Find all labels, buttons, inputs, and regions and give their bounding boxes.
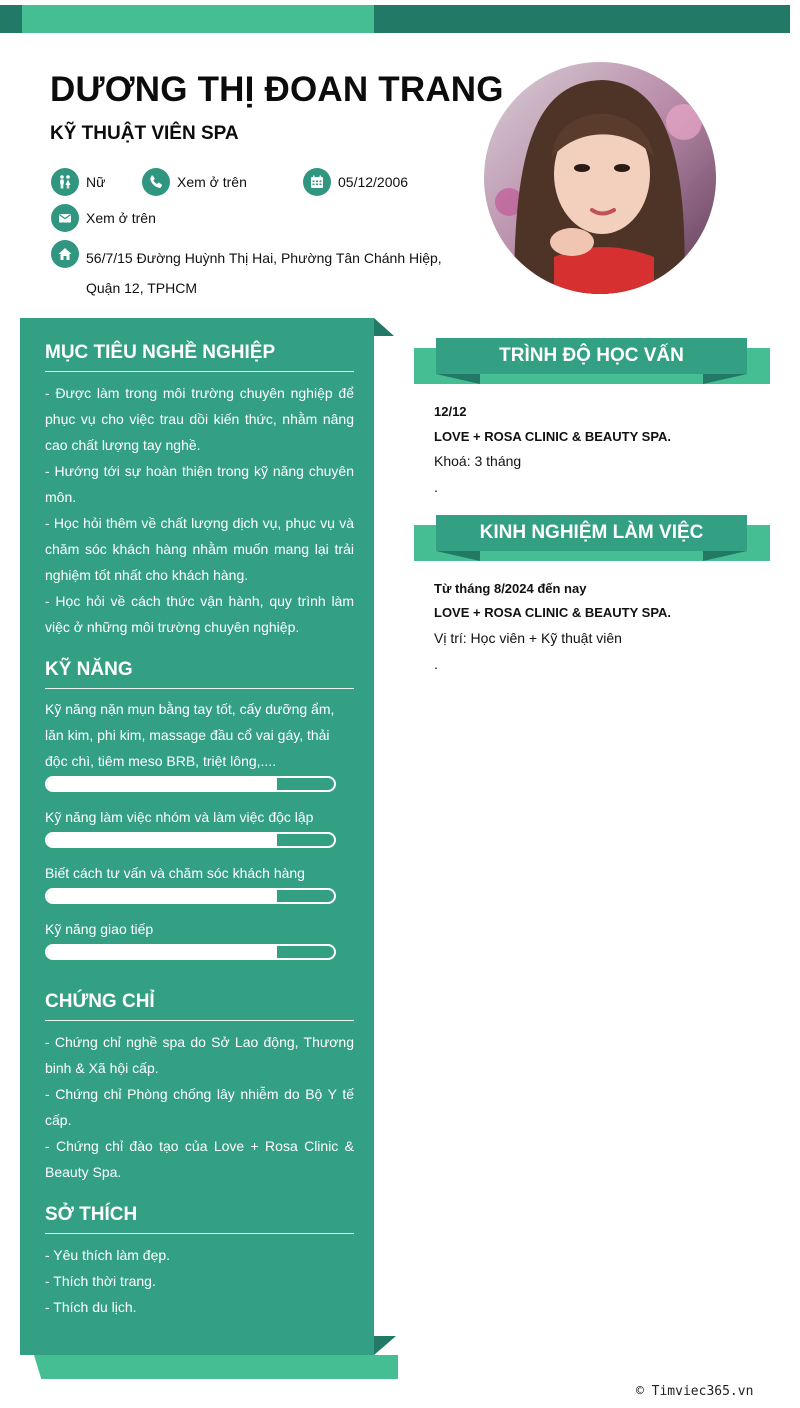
panel-bottom-ribbon [34,1355,398,1379]
address-value: 56/7/15 Đường Huỳnh Thị Hai, Phường Tân Chánh Hiệp, Quận 12, TPHCM [86,250,442,296]
skills-title: KỸ NĂNG [45,659,354,689]
education-time: 12/12 [434,404,467,419]
experience-place: LOVE + ROSA CLINIC & BEAUTY SPA. [434,605,672,620]
birthday-row [303,168,408,196]
skill-bar [45,944,336,960]
experience-detail: Vị trí: Học viên + Kỹ thuật viên [434,630,622,646]
hobbies-text: - Yêu thích làm đẹp. - Thích thời trang. - Thích du lịch. [45,1247,171,1315]
experience-extra: . [434,656,438,672]
skill-bar-fill [47,778,277,790]
education-place: LOVE + ROSA CLINIC & BEAUTY SPA. [434,429,672,444]
skill-label: Kỹ năng giao tiếp [45,921,154,937]
skill-bar-fill [47,834,277,846]
skill-label: Biết cách tư vấn và chăm sóc khách hàng [45,865,305,881]
calendar-icon [303,168,331,196]
objective-text: - Được làm trong môi trường chuyên nghiệp để phục vụ cho việc trau dồi kiến thức, nhằm nâng cao chất lượng tay nghề. - Hướng tới sự hoàn thiện trong kỹ năng chuyên môn. - Học hỏi thêm về chất lượng dịch vụ, phục vụ và chăm sóc khách hàng nhằm muốn mang lại trải nghiệm tốt nhất cho khách hàng. - Học hỏi về cách thức vận hành, quy trình làm việc ở những môi trường chuyên nghiệp. [45,385,354,635]
certificates-title: CHỨNG CHỈ [45,991,354,1021]
phone-icon [142,168,170,196]
footer-watermark: © Timviec365.vn [636,1384,754,1399]
experience-title: KINH NGHIỆM LÀM VIỆC [436,515,747,551]
panel-fold-top [374,318,394,336]
profile-photo [484,62,716,294]
education-title: TRÌNH ĐỘ HỌC VẤN [436,338,747,374]
education-detail: Khoá: 3 tháng [434,453,522,469]
gender-value: Nữ [86,174,106,190]
experience-header [414,515,770,561]
home-icon [51,240,79,268]
phone-row [142,168,247,196]
birthday-value: 05/12/2006 [338,174,409,190]
skill-bar [45,832,336,848]
address-row [51,240,86,268]
skill-label: Kỹ năng nặn mụn bằng tay tốt, cấy dưỡng ẩm, lăn kim, phi kim, massage đầu cổ vai gáy, thải độc chì, tiêm meso BRB, triệt lông,.... [45,701,335,769]
education-extra: . [434,479,438,495]
objective-title: MỤC TIÊU NGHỀ NGHIỆP [45,342,354,372]
candidate-name: DƯƠNG THỊ ĐOAN TRANG [50,70,504,109]
email-value: Xem ở trên [86,210,156,226]
hobbies-title: SỞ THÍCH [45,1204,354,1234]
phone-value: Xem ở trên [177,174,247,190]
experience-time: Từ tháng 8/2024 đến nay [434,581,587,596]
top-bar-light [22,5,374,33]
education-header [414,338,770,384]
gender-row [51,168,105,196]
gender-icon [51,168,79,196]
skill-bar [45,888,336,904]
job-title: KỸ THUẬT VIÊN SPA [50,123,239,144]
certificates-text: - Chứng chỉ nghề spa do Sở Lao động, Thương binh & Xã hội cấp. - Chứng chỉ Phòng chống lây nhiễm do Bộ Y tế cấp. - Chứng chỉ đào tạo của Love + Rosa Clinic & Beauty Spa. [45,1034,354,1180]
email-row [51,204,156,232]
skill-label: Kỹ năng làm việc nhóm và làm việc độc lập [45,809,314,825]
envelope-icon [51,204,79,232]
panel-fold-bottom [374,1336,396,1355]
skill-bar [45,776,336,792]
skill-bar-fill [47,946,277,958]
skill-bar-fill [47,890,277,902]
